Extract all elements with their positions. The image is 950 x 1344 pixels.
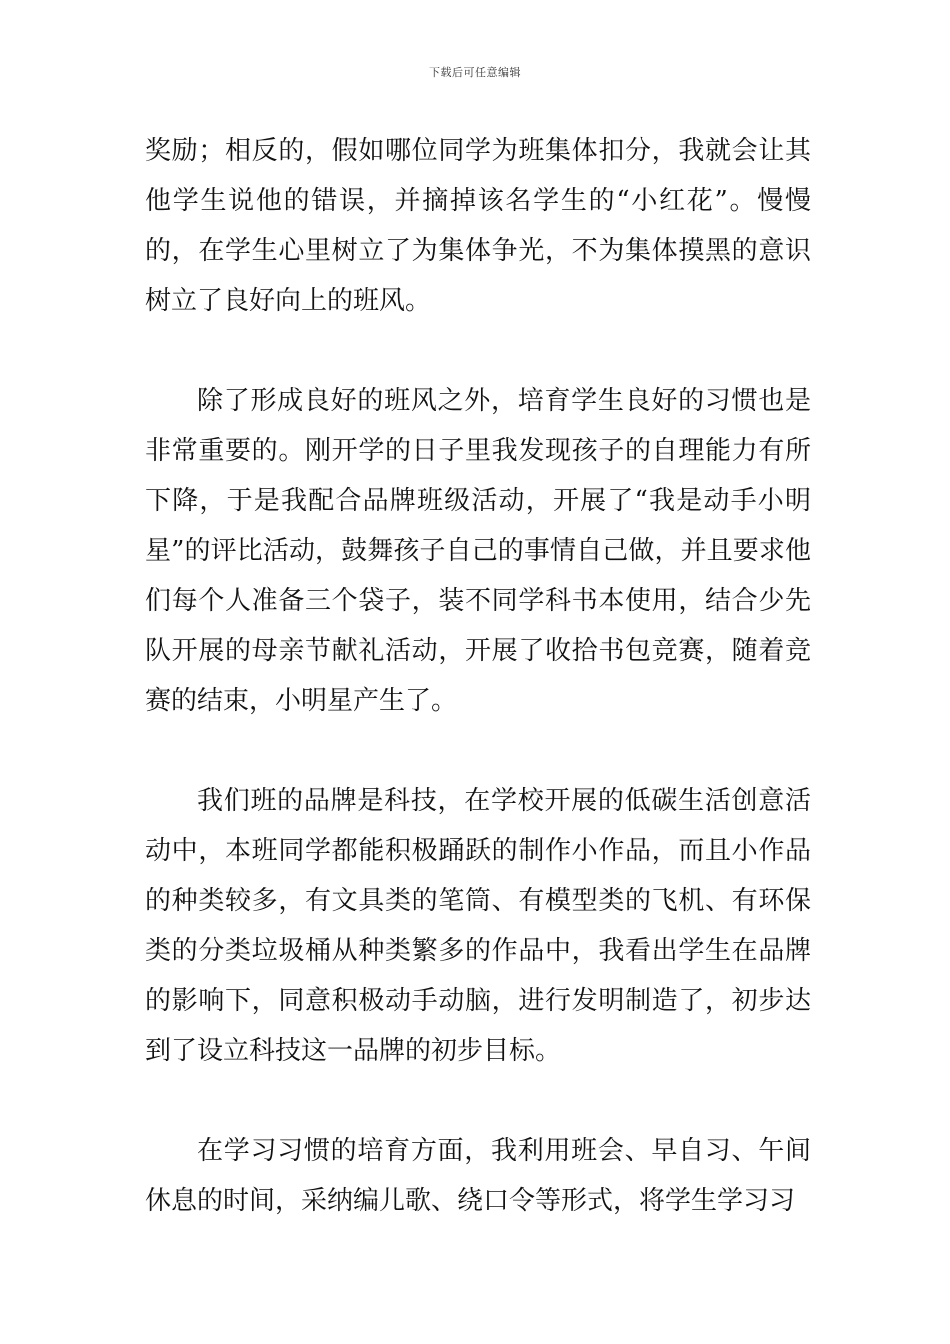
paragraph: 除了形成良好的班风之外，培育学生良好的习惯也是非常重要的。刚开学的日子里我发现孩子的自理能力有所下降，于是我配合品牌班级活动，开展了“我是动手小明星”的评比活动，鼓舞孩子自己的事情自己做，并且要求他们每个人准备三个袋子，装不同学科书本使用，结合少先队开展的母亲节献礼活动，开展了收拾书包竞赛，随着竞赛的结束，小明星产生了。 — [145, 386, 811, 716]
paragraph-gap — [145, 1076, 811, 1126]
paragraph: 奖励；相反的，假如哪位同学为班集体扣分，我就会让其他学生说他的错误，并摘掉该名学生的“小红花”。慢慢的，在学生心里树立了为集体争光，不为集体摸黑的意识树立了良好向上的班风。 — [145, 136, 811, 316]
paragraph: 我们班的品牌是科技，在学校开展的低碳生活创意活动中，本班同学都能积极踊跃的制作小作品，而且小作品的种类较多，有文具类的笔筒、有模型类的飞机、有环保类的分类垃圾桶从种类繁多的作品中，我看出学生在品牌的影响下，同意积极动手动脑，进行发明制造了，初步达到了设立科技这一品牌的初步目标。 — [145, 786, 811, 1066]
page-header: 下载后可任意编辑 — [429, 66, 521, 79]
paragraph-gap — [145, 326, 811, 376]
document-body — [145, 126, 811, 1226]
paragraph: 在学习习惯的培育方面，我利用班会、早自习、午间休息的时间，采纳编儿歌、绕口令等形式，将学生学习习 — [145, 1136, 811, 1216]
paragraph-gap — [145, 726, 811, 776]
